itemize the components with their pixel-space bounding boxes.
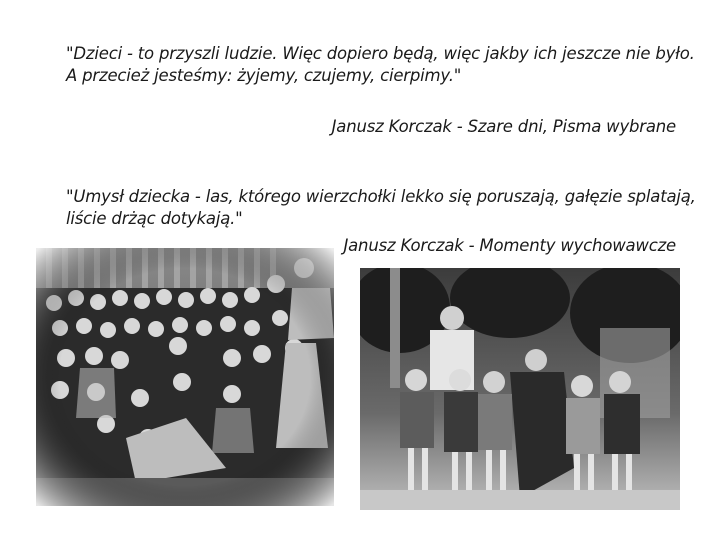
quote-2-line-1: "Umysł dziecka - las, którego wierzchołki lekko się poruszają, gałęzie splatają,: [66, 187, 696, 206]
quote-2: [66, 186, 696, 230]
quote-2-line-2: liście drżąc dotykają.": [66, 209, 243, 228]
photo-korczak-with-children: [360, 268, 680, 510]
quote-1-attribution: Janusz Korczak - Szare dni, Pisma wybrane: [331, 117, 676, 136]
quote-1-line-2: A przecież jesteśmy: żyjemy, czujemy, cierpimy.": [66, 66, 462, 85]
group-photo-image: [36, 248, 334, 506]
quote-2-attribution: Janusz Korczak - Momenty wychowawcze: [343, 236, 676, 255]
group-photo-children: [36, 248, 334, 506]
quote-1-line-1: "Dzieci - to przyszli ludzie. Więc dopiero będą, więc jakby ich jeszcze nie było.: [66, 44, 695, 63]
quote-1: [66, 43, 695, 87]
korczak-photo-image: [360, 268, 680, 510]
